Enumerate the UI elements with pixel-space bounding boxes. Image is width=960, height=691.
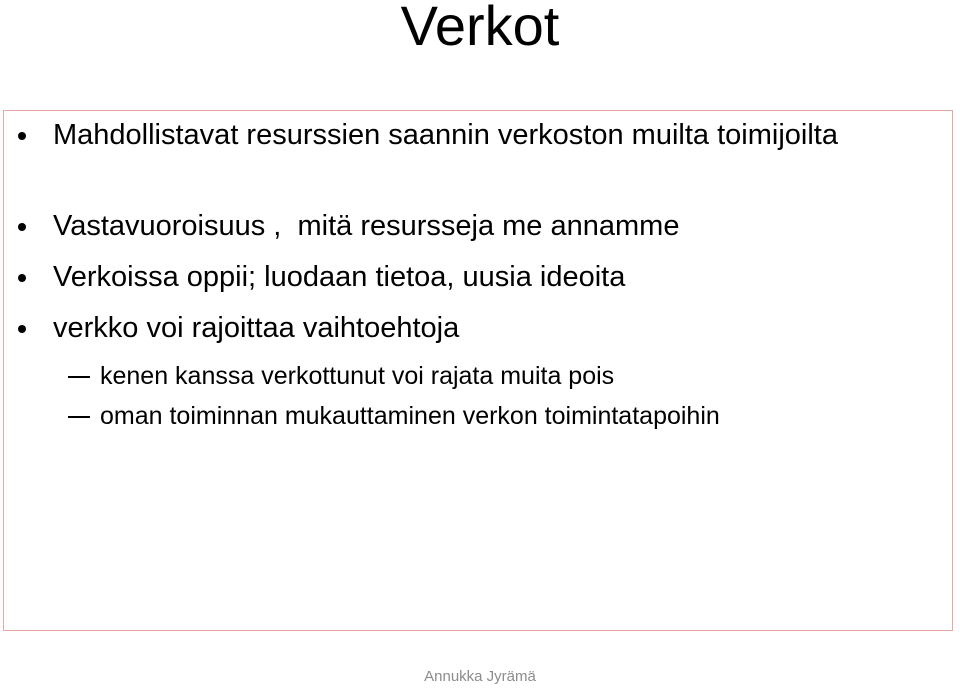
bullet-text: Verkoissa oppii; luodaan tietoa, uusia ideoita — [53, 261, 626, 293]
bullet-text: Vastavuoroisuus , mitä resursseja me annamme — [53, 210, 680, 242]
content-area — [3, 110, 953, 631]
bullet-text: Mahdollistavat resurssien saannin verkoston muilta toimijoilta — [53, 119, 838, 151]
bullet-text: verkko voi rajoittaa vaihtoehtoja — [53, 312, 460, 344]
sub-bullet-text: oman toiminnan mukauttaminen verkon toimintatapoihin — [100, 402, 720, 430]
dash-icon — [68, 376, 90, 378]
sub-bullet-text: kenen kanssa verkottunut voi rajata muita pois — [100, 362, 615, 390]
bullet-dot-icon — [18, 274, 26, 282]
bullet-dot-icon — [18, 325, 26, 333]
footer-author: Annukka Jyrämä — [424, 668, 536, 685]
dash-icon — [68, 416, 90, 418]
slide-title: Verkot — [400, 0, 560, 57]
bullet-dot-icon — [18, 132, 26, 140]
bullet-dot-icon — [18, 223, 26, 231]
